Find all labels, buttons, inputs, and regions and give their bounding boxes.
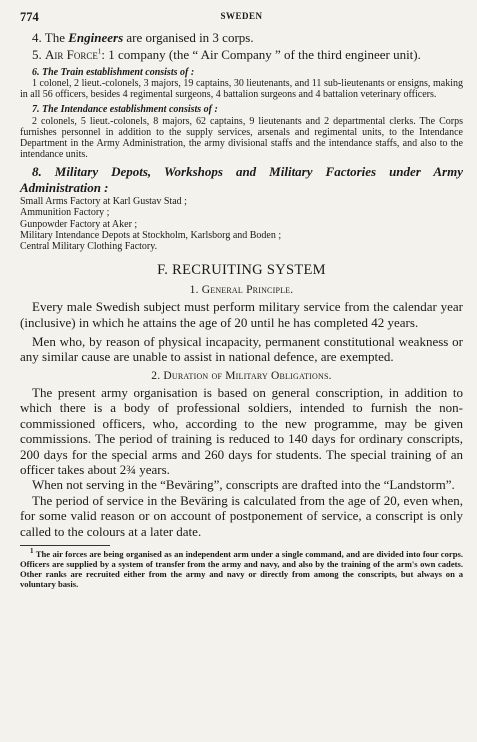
train-heading: 6. The Train establishment consists of : <box>32 66 195 78</box>
paragraph: The period of service in the Beväring is calculated from the age of 20, even when, for some valid reason or on account of postponement of service, a conscript is only called to the colours at a later date. <box>20 492 463 539</box>
footnote-marker: 1 <box>30 547 34 556</box>
footnote: $^1$ The air forces are being organised as an independent arm under a single command, and are divided into four corps. Officers are supplied by a system of transfer from the army and navy, and also by the training of the arm's own cadets. Other ranks are recruited either from the army and navy or directly from among the conscripts, but always on a voluntary basis. <box>20 547 463 589</box>
paragraph: Men who, by reason of physical incapacity, permanent constitutional weakness or any similar cause are unable to assist in national defence, are exempted. <box>20 334 463 365</box>
item-intendance <box>20 104 463 115</box>
list-item: Small Arms Factory at Karl Gustav Stad ; <box>20 196 187 208</box>
running-head: SWEDEN <box>220 11 263 21</box>
item-depots: 8. Military Depots, Workshops and Military Factories under Army Administration : <box>20 164 463 195</box>
list-item: Central Military Clothing Factory. <box>20 241 158 253</box>
section-title: F. RECRUITING SYSTEM <box>157 262 326 279</box>
depots-list <box>20 196 463 252</box>
item-engineers: 4. The Engineers are organised in 3 corps. <box>32 30 254 45</box>
subsection-title: 1. General Principle. <box>189 284 294 297</box>
footnote-divider <box>20 545 110 546</box>
list-item: Gunpowder Factory at Aker ; <box>20 218 138 230</box>
page-number: 774 <box>20 10 39 24</box>
item-air-force: 5. Air Force$^1$: 1 company (the “ Air Company ” of the third engineer unit). <box>32 47 421 63</box>
intendance-body: 2 colonels, 5 lieut.-colonels, 8 majors, 62 captains, 9 lieutenants and 2 departmental clerks. The Corps furnishes personnel in addition to the supply services, arsenals and regimental units, to the Intendance Department in the Army Administration, the army divisional staffs and the intendance staffs, and also to the intendance units. <box>20 115 463 161</box>
page-header <box>20 6 463 22</box>
paragraph: Every male Swedish subject must perform military service from the calendar year (inclusive) in which he attains the age of 20 until he has completed 42 years. <box>20 299 463 330</box>
intendance-heading: 7. The Intendance establishment consists of : <box>32 104 218 116</box>
item-train <box>20 67 463 78</box>
list-item: Ammunition Factory ; <box>20 207 110 219</box>
train-body: 1 colonel, 2 lieut.-colonels, 3 majors, 19 captains, 30 lieutenants, and 11 sub-lieutenants or ensigns, making in all 56 officers, besides 4 regimental surgeons, 4 battalion surgeons and 4 battalion veterinary officers. <box>20 78 463 101</box>
paragraph: The present army organisation is based on general conscription, in addition to which there is a body of professional soldiers, intended to furnish the non-commissioned officers, who, according to the new programme, may be given commissions. The period of training is reduced to 140 days for ordinary conscripts, 200 days for the special arms and 260 days for students. The special training of an officer takes about 2¾ years. <box>20 384 463 477</box>
footnote-marker: 1 <box>97 48 102 57</box>
list-item: Military Intendance Depots at Stockholm, Karlsborg and Boden ; <box>20 229 282 241</box>
subsection-title: 2. Duration of Military Obligations. <box>151 369 332 382</box>
paragraph: When not serving in the “Beväring”, conscripts are drafted into the “Landstorm”. <box>32 477 455 493</box>
